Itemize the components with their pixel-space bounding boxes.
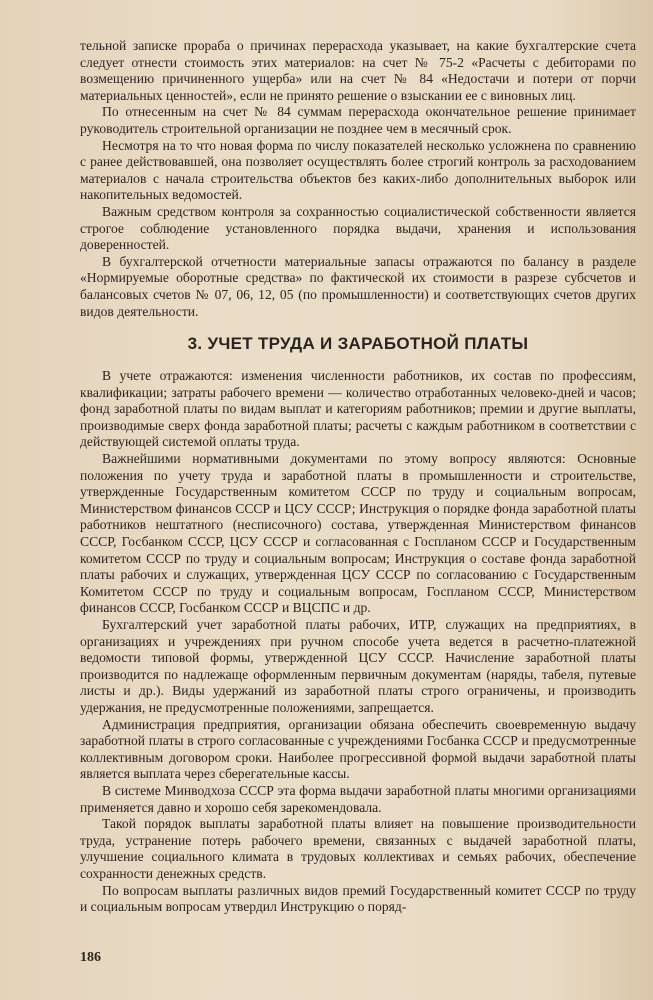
paragraph: В системе Минводхоза СССР эта форма выдачи заработной платы многими организациями применяется давно и хорошо себя зарекомендовала. xyxy=(80,782,636,815)
page-body xyxy=(80,38,636,916)
paragraph: В учете отражаются: изменения численности работников, их состав по профессиям, квалификации; затраты рабочего времени — количество отработанных человеко-дней и часов; фонд заработной платы по видам выплат и категориям работников; премии и другие выплаты, производимые сверх фонда заработной платы; расчеты с каждым работником в соответствии с действующей системой оплаты труда. xyxy=(80,368,636,450)
section-materials-continued xyxy=(80,38,636,320)
paragraph: Несмотря на то что новая форма по числу показателей несколько усложнена по сравнению с ранее действовавшей, она позволяет осуществлять более строгий контроль за расходованием материалов с начала строительства объектов без каких-либо дополнительных выборок или накопительных ведомостей. xyxy=(80,137,636,203)
paragraph: Важнейшими нормативными документами по этому вопросу являются: Основные положения по учету труда и заработной платы в промышленности и строительстве, утвержденные Государственным комитетом СССР по труду и социальным вопросам, Министерством финансов СССР и ЦСУ СССР; Инструкция о порядке фонда заработной платы работников нештатного (несписочного) состава, утвержденная Министерством финансов СССР, Госбанком СССР, ЦСУ СССР и согласованная с Госпланом СССР и Государственным комитетом СССР по труду и социальным вопросам; Инструкция о составе фонда заработной платы рабочих и служащих, утвержденная ЦСУ СССР по согласованию с Государственным Комитетом СССР по труду и социальным вопросам, Госпланом СССР, Министерством финансов СССР, Госбанком СССР и ВЦСПС и др. xyxy=(80,451,636,616)
page-number: 186 xyxy=(80,950,101,965)
paragraph: По вопросам выплаты различных видов премий Государственный комитет СССР по труду и социальным вопросам утвердил Инструкцию о поряд- xyxy=(80,882,636,915)
paragraph: Администрация предприятия, организации обязана обеспечить своевременную выдачу заработной платы в строго согласованные с учреждениями Госбанка СССР и предусмотренные коллективным договором сроки. Наиболее прогрессивной формой выдачи заработной платы является выплата через сберегательные кассы. xyxy=(80,716,636,782)
paragraph: Такой порядок выплаты заработной платы влияет на повышение производительности труда, устранение потерь рабочего времени, связанных с выдачей заработной платы, улучшение социального климата в трудовых коллективах и семьях рабочих, обеспечение сохранности денежных средств. xyxy=(80,816,636,881)
section-heading: 3. УЧЕТ ТРУДА И ЗАРАБОТНОЙ ПЛАТЫ xyxy=(187,334,529,354)
paragraph: В бухгалтерской отчетности материальные запасы отражаются по балансу в разделе «Нормируемые оборотные средства» по фактической их стоимости в разрезе субсчетов и балансовых счетов № 07, 06, 12, 05 (по промышленности) и соответствующих счетов других видов деятельности. xyxy=(80,253,636,319)
paragraph: Важным средством контроля за сохранностью социалистической собственности является строгое соблюдение установленного порядка выдачи, хранения и использования доверенностей. xyxy=(80,203,636,253)
paragraph: тельной записке прораба о причинах перерасхода указывает, на какие бухгалтерские счета следует отнести стоимость этих материалов: на счет № 75-2 «Расчеты с дебиторами по возмещению причиненного ущерба» или на счет № 84 «Недостачи и потери от порчи материальных ценностей», если не принято решение о взыскании ее с виновных лиц. xyxy=(80,38,636,103)
section-labor-wages xyxy=(80,368,636,916)
paragraph: По отнесенным на счет № 84 суммам перерасхода окончательное решение принимает руководитель строительной организации не позднее чем в месячный срок. xyxy=(80,104,636,136)
paragraph: Бухгалтерский учет заработной платы рабочих, ИТР, служащих на предприятиях, в организациях и учреждениях при ручном способе учета ведется в расчетно-платежной ведомости типовой формы, утвержденной ЦСУ СССР. Начисление заработной платы производится по надлежаще оформленным первичным документам (наряды, табеля, путевые листы и др.). Виды удержаний из заработной платы строго ограничены, и производить удержания, не предусмотренные положениями, запрещается. xyxy=(80,617,636,715)
